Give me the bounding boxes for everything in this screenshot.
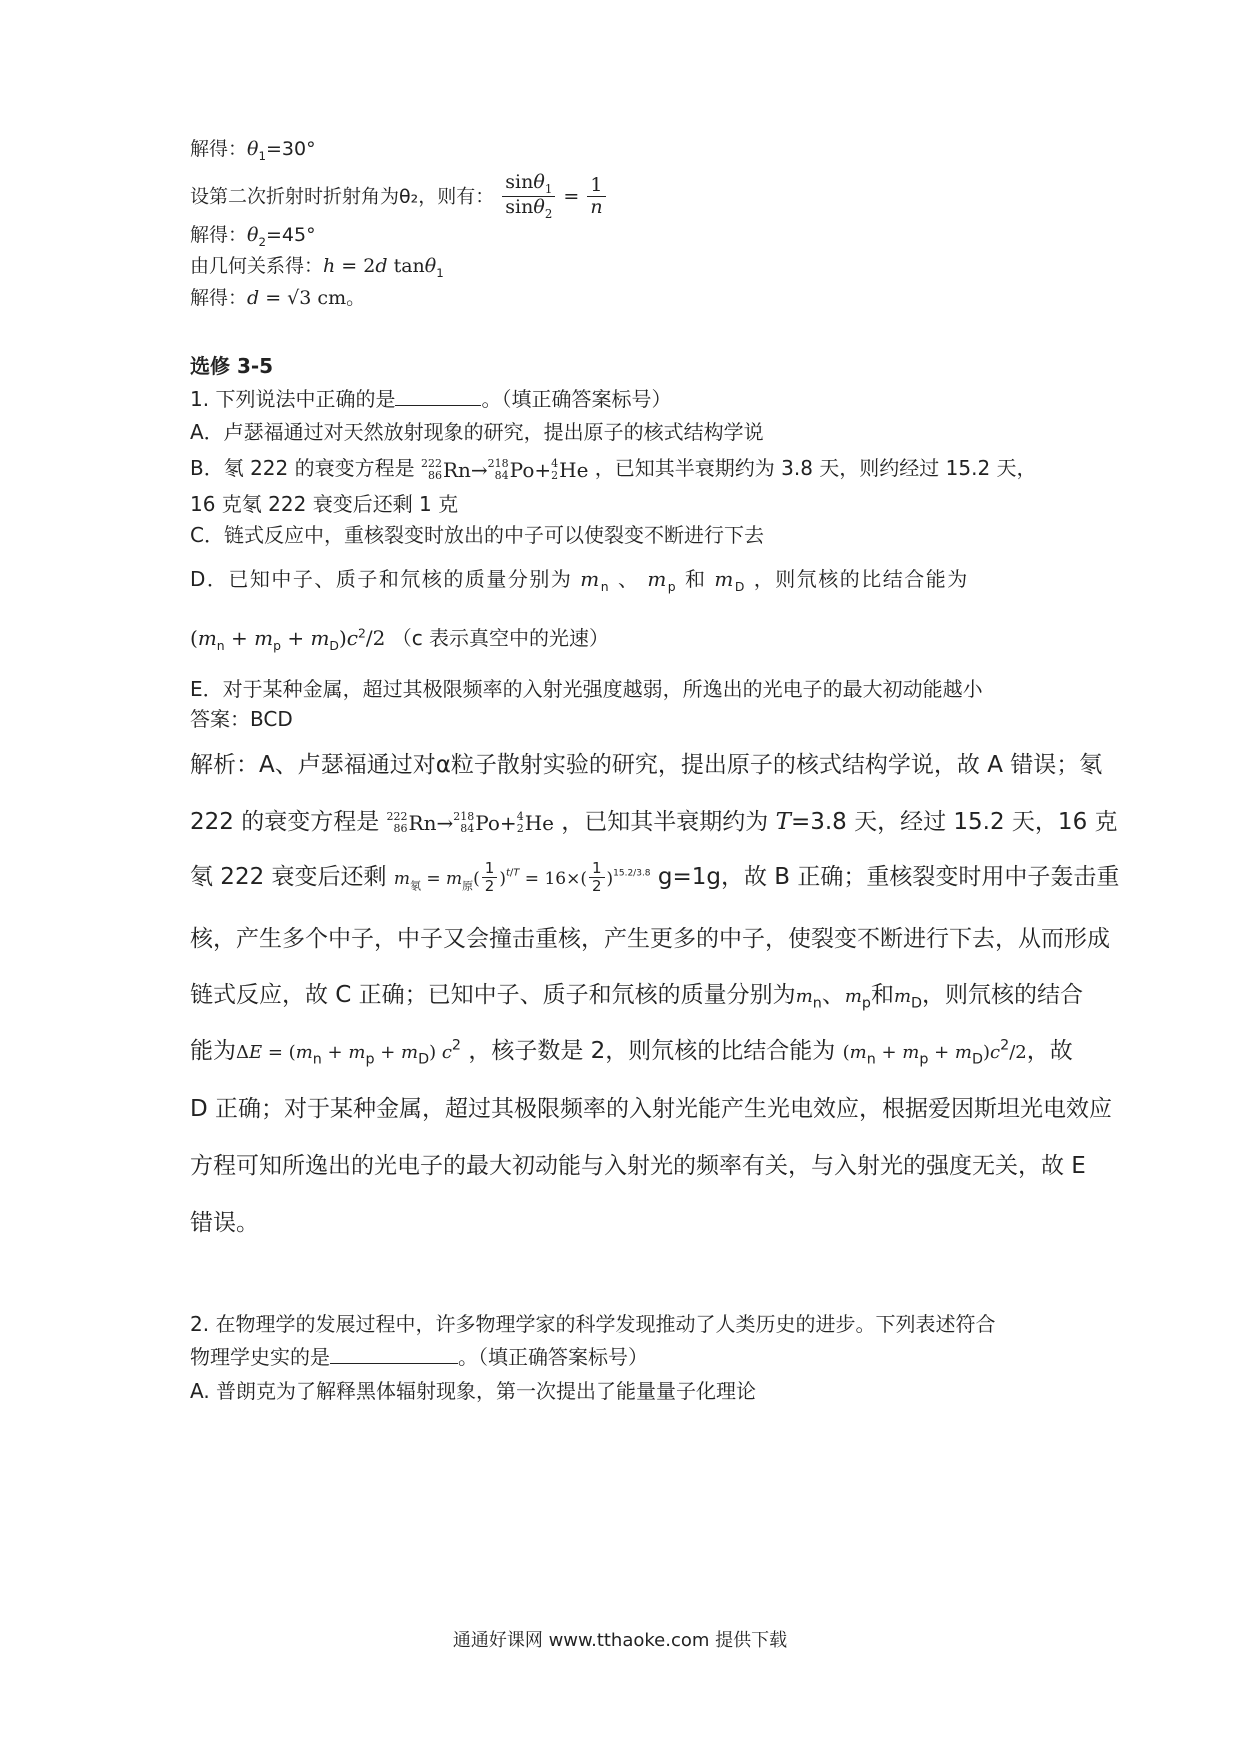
q1-stem: 1. 下列说法中正确的是 。（填正确答案标号）	[190, 387, 672, 411]
answer-blank	[330, 1345, 458, 1364]
analysis-line-9: 错误。	[190, 1210, 259, 1236]
solution-line-d: 解得：d = √3 cm。	[190, 287, 366, 309]
q1-option-c: C．链式反应中，重核裂变时放出的中子可以使裂变不断进行下去	[190, 523, 764, 547]
answer-blank	[395, 387, 481, 406]
solution-line-geometry: 由几何关系得：h = 2d tanθ$_1$	[190, 255, 444, 280]
page-footer: 通通好课网 www.tthaoke.com 提供下载	[452, 1630, 788, 1651]
analysis-line-1: 解析：A、卢瑟福通过对α粒子散射实验的研究，提出原子的核式结构学说，故 A 错误；氡	[190, 752, 1103, 778]
solution-line-theta1: 解得：$\theta_1=30^\circ$	[190, 138, 316, 163]
solution-line-snell: 设第二次折射时折射角为θ₂，则有： $\frac{\sin\theta_1}{\sin\theta_2}$ = $\frac{1}{n}$	[190, 172, 608, 222]
analysis-line-8: 方程可知所逸出的光电子的最大初动能与入射光的频率有关，与入射光的强度无关，故 E	[190, 1153, 1086, 1179]
solution-line-theta2: 解得：$\theta_2=45^\circ$	[190, 224, 316, 249]
q1-option-a: A．卢瑟福通过对天然放射现象的研究，提出原子的核式结构学说	[190, 420, 764, 444]
analysis-line-4: 核，产生多个中子，中子又会撞击重核，产生更多的中子，使裂变不断进行下去，从而形成	[190, 926, 1110, 952]
q2-option-a: A. 普朗克为了解释黑体辐射现象，第一次提出了能量量子化理论	[190, 1379, 757, 1403]
analysis-line-7: D 正确；对于某种金属，超过其极限频率的入射光能产生光电效应，根据爱因斯坦光电效应	[190, 1096, 1113, 1122]
snell-text: 设第二次折射时折射角为θ₂，则有：	[190, 185, 495, 208]
q2-stem-line-1: 2. 在物理学的发展过程中，许多物理学家的科学发现推动了人类历史的进步。下列表述符合	[190, 1312, 996, 1336]
analysis-line-6: 能为$\Delta E = (m_n + m_p + m_D)$ $c^2$ ，核子数是 2，则氘核的比结合能为 $(m_n + m_p + m_D)c^2/2$，故	[190, 1037, 1073, 1068]
snell-formula: $\frac{\sin\theta_1}{\sin\theta_2}$	[502, 172, 555, 222]
analysis-line-3: 氡 222 衰变后还剩 $m_氡 = m_原$( $\frac{1}{2}$ )$^{t/T}$ = 16×( $\frac{1}{2}$ )$^{15.2/3.8}$ g=1g，故 B 正确；重核裂变时用中子轰击重	[190, 858, 1120, 895]
analysis-line-5: 链式反应，故 C 正确；已知中子、质子和氘核的质量分别为$m_n$、$m_p$和$m_D$，则氘核的结合	[190, 982, 1083, 1012]
q1-option-b-cont: 16 克氡 222 衰变后还剩 1 克	[190, 492, 459, 516]
q1-option-b: B．氡 222 的衰变方程是 222 86 Rn→ 218 84 Po+ 4 2 He ，已知其半衰期约为 3.8 天，则约经过 15.2 天，	[190, 456, 1037, 482]
q1-option-d: D．已知中子、质子和氘核的质量分别为 $m_n$ 、 $m_p$ 和 $m_D$ ，则氘核的比结合能为	[190, 567, 969, 594]
section-title: 选修 3-5	[190, 354, 274, 378]
analysis-line-2: 222 的衰变方程是 222 86 Rn→ 218 84 Po+ 4 2 He ，已知其半衰期约为 T=3.8 天，经过 15.2 天，16 克	[190, 809, 1118, 835]
q2-stem-line-2: 物理学史实的是 。（填正确答案标号）	[190, 1345, 648, 1369]
q1-answer: 答案：BCD	[190, 707, 293, 731]
q1-option-e: E．对于某种金属，超过其极限频率的入射光强度越弱，所逸出的光电子的最大初动能越小	[190, 677, 983, 701]
q1-option-d-formula: $(m_n + m_p + m_D)c^2/2$ （c 表示真空中的光速）	[190, 625, 610, 653]
